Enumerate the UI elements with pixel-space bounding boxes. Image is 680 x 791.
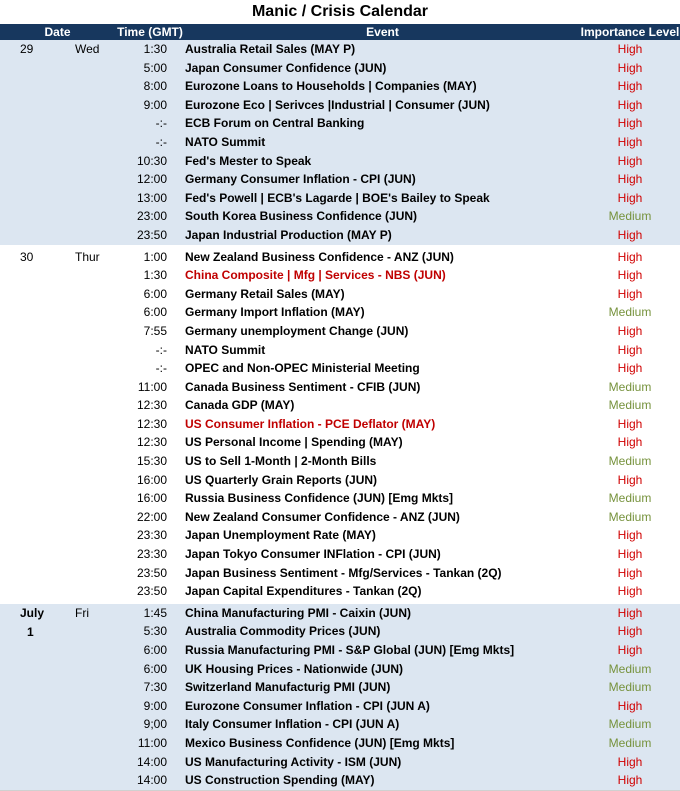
day-block	[0, 40, 680, 248]
event-time: 23:50	[136, 565, 167, 580]
table-row	[0, 189, 680, 208]
calendar-body	[0, 40, 680, 791]
table-row	[0, 415, 680, 434]
table-row	[0, 207, 680, 226]
importance-level: Medium	[608, 209, 652, 224]
event-time: 22:00	[136, 509, 167, 524]
table-row	[0, 96, 680, 115]
event-name: Japan Tokyo Consumer INFlation - CPI (JUN)	[185, 547, 441, 562]
importance-level: High	[617, 323, 643, 338]
event-name: Fed's Powell | ECB's Lagarde | BOE's Bailey to Speak	[185, 190, 490, 205]
importance-level: High	[617, 416, 643, 431]
event-time: 9:00	[143, 698, 167, 713]
event-name: US Quarterly Grain Reports (JUN)	[185, 472, 378, 487]
importance-level: High	[617, 435, 643, 450]
event-time: 9:00	[143, 97, 167, 112]
importance-level: Medium	[608, 661, 652, 676]
table-row	[0, 753, 680, 772]
event-name: NATO Summit	[185, 342, 266, 357]
importance-level: High	[617, 153, 643, 168]
calendar-title: Manic / Crisis Calendar	[251, 3, 429, 20]
event-name: Japan Capital Expenditures - Tankan (2Q)	[185, 584, 422, 599]
event-time: 13:00	[136, 190, 167, 205]
event-name: Japan Industrial Production (MAY P)	[185, 227, 392, 242]
table-row	[0, 303, 680, 322]
importance-level: High	[617, 116, 643, 131]
event-time: 8:00	[143, 79, 167, 94]
event-time: 12:30	[136, 416, 167, 431]
date-column-header: Date	[44, 25, 71, 39]
event-name: US Consumer Inflation - PCE Deflator (MAY)	[185, 416, 436, 431]
event-name: South Korea Business Confidence (JUN)	[185, 209, 418, 224]
table-row	[0, 322, 680, 341]
event-name: Italy Consumer Inflation - CPI (JUN A)	[185, 717, 400, 732]
importance-level: Medium	[608, 735, 652, 750]
time-column-header: Time (GMT)	[117, 25, 183, 39]
day-date-line2: 1	[27, 624, 34, 639]
importance-level: Medium	[608, 717, 652, 732]
event-name: Canada GDP (MAY)	[185, 398, 295, 413]
event-time: 5:30	[143, 624, 167, 639]
importance-level: High	[617, 605, 643, 620]
importance-level: High	[617, 134, 643, 149]
table-row	[0, 152, 680, 171]
table-row	[0, 133, 680, 152]
importance-level: Medium	[608, 680, 652, 695]
event-column-header: Event	[366, 25, 399, 39]
table-row	[0, 226, 680, 245]
event-name: US to Sell 1-Month | 2-Month Bills	[185, 454, 377, 469]
table-row	[0, 114, 680, 133]
day-date: 30	[20, 249, 34, 264]
event-name: US Manufacturing Activity - ISM (JUN)	[185, 754, 402, 769]
importance-level: High	[617, 268, 643, 283]
event-name: China Composite | Mfg | Services - NBS (JUN)	[185, 268, 446, 283]
event-name: Switzerland Manufacturig PMI (JUN)	[185, 680, 391, 695]
day-weekday: Wed	[75, 42, 100, 56]
importance-level: High	[617, 624, 643, 639]
event-name: Japan Consumer Confidence (JUN)	[185, 60, 387, 75]
importance-level: High	[617, 227, 643, 242]
importance-level: High	[617, 547, 643, 562]
event-time: 11:00	[137, 379, 167, 394]
table-row	[0, 508, 680, 527]
event-name: Germany unemployment Change (JUN)	[185, 323, 409, 338]
day-block	[0, 604, 680, 791]
event-name: Russia Business Confidence (JUN) [Emg Mkts]	[185, 491, 454, 506]
event-name: New Zealand Business Confidence - ANZ (JUN)	[185, 249, 454, 264]
day-label	[0, 248, 115, 288]
event-time: 6:00	[143, 305, 167, 320]
table-row	[0, 678, 680, 697]
table-row	[0, 489, 680, 508]
importance-level: High	[617, 472, 643, 487]
table-row	[0, 341, 680, 360]
importance-level: High	[617, 79, 643, 94]
event-time: -:-	[155, 116, 167, 131]
event-time: 12:00	[136, 172, 167, 187]
event-time: 1:30	[143, 268, 167, 283]
importance-level: High	[617, 42, 643, 56]
event-name: China Manufacturing PMI - Caixin (JUN)	[185, 605, 412, 620]
importance-level: High	[617, 190, 643, 205]
importance-level: High	[617, 172, 643, 187]
importance-level: Medium	[608, 379, 652, 394]
event-name: Eurozone Eco | Serivces |Industrial | Consumer (JUN)	[185, 97, 490, 112]
event-time: 16:00	[136, 472, 167, 487]
importance-level: High	[617, 565, 643, 580]
event-name: Japan Business Sentiment - Mfg/Services - Tankan (2Q)	[185, 565, 502, 580]
table-row	[0, 697, 680, 716]
event-time: 1:45	[143, 605, 167, 620]
event-time: -:-	[155, 342, 167, 357]
event-name: Mexico Business Confidence (JUN) [Emg Mkts]	[185, 735, 455, 750]
importance-level: High	[617, 643, 643, 657]
event-time: 12:30	[136, 398, 167, 413]
table-row	[0, 564, 680, 583]
event-name: Germany Consumer Inflation - CPI (JUN)	[185, 172, 416, 187]
importance-level: Medium	[608, 491, 652, 506]
importance-level: High	[617, 528, 643, 543]
event-time: 1:30	[143, 42, 167, 56]
event-name: Australia Retail Sales (MAY P)	[185, 42, 356, 56]
importance-level: High	[617, 584, 643, 599]
event-time: 7:55	[143, 323, 167, 338]
importance-level: Medium	[608, 305, 652, 320]
importance-level: Medium	[608, 398, 652, 413]
event-time: 6:00	[143, 286, 167, 301]
day-date: July	[20, 605, 45, 620]
event-time: 11:00	[137, 735, 167, 750]
event-name: Germany Retail Sales (MAY)	[185, 286, 345, 301]
table-row	[0, 378, 680, 397]
table-row	[0, 715, 680, 734]
importance-level: Medium	[608, 509, 652, 524]
day-label	[0, 604, 115, 644]
table-row	[0, 771, 680, 790]
importance-level: High	[617, 773, 643, 788]
day-weekday: Thur	[75, 249, 100, 264]
event-time: -:-	[155, 361, 167, 376]
table-row	[0, 452, 680, 471]
importance-level: High	[617, 286, 643, 301]
importance-level: High	[617, 698, 643, 713]
event-time: 5:00	[143, 60, 167, 75]
table-row	[0, 660, 680, 679]
event-time: 7:30	[143, 680, 167, 695]
event-name: Japan Unemployment Rate (MAY)	[185, 528, 376, 543]
event-time: 16:00	[136, 491, 167, 506]
event-name: New Zealand Consumer Confidence - ANZ (JUN)	[185, 509, 460, 524]
event-name: Eurozone Consumer Inflation - CPI (JUN A)	[185, 698, 430, 713]
table-row	[0, 471, 680, 490]
event-time: 23:50	[136, 584, 167, 599]
table-row	[0, 582, 680, 601]
event-time: 9;00	[143, 717, 167, 732]
event-name: ECB Forum on Central Banking	[185, 116, 365, 131]
event-time: 23:30	[136, 528, 167, 543]
event-name: Canada Business Sentiment - CFIB (JUN)	[185, 379, 421, 394]
table-row	[0, 526, 680, 545]
day-label	[0, 40, 115, 80]
event-name: Australia Commodity Prices (JUN)	[185, 624, 381, 639]
day-block	[0, 248, 680, 604]
importance-level: High	[617, 249, 643, 264]
event-time: 14:00	[136, 754, 167, 769]
event-name: OPEC and Non-OPEC Ministerial Meeting	[185, 361, 420, 376]
importance-level: High	[617, 342, 643, 357]
importance-level: High	[617, 361, 643, 376]
event-name: Fed's Mester to Speak	[185, 153, 312, 168]
importance-level: High	[617, 754, 643, 769]
table-row	[0, 734, 680, 753]
importance-column-header: Importance Level	[580, 25, 680, 39]
importance-level: High	[617, 97, 643, 112]
event-time: 1:00	[143, 249, 167, 264]
event-time: 15:30	[136, 454, 167, 469]
event-time: 6:00	[143, 643, 167, 657]
event-name: US Construction Spending (MAY)	[185, 773, 375, 788]
event-name: Eurozone Loans to Households | Companies (MAY)	[185, 79, 477, 94]
table-row	[0, 396, 680, 415]
importance-level: High	[617, 60, 643, 75]
day-date: 29	[20, 42, 34, 56]
event-time: 10:30	[136, 153, 167, 168]
importance-level: Medium	[608, 454, 652, 469]
event-time: 23:50	[136, 227, 167, 242]
event-name: UK Housing Prices - Nationwide (JUN)	[185, 661, 404, 676]
table-row	[0, 170, 680, 189]
event-time: 6:00	[143, 661, 167, 676]
table-row	[0, 433, 680, 452]
event-name: Germany Import Inflation (MAY)	[185, 305, 365, 320]
event-name: Russia Manufacturing PMI - S&P Global (JUN) [Emg Mkts]	[185, 643, 515, 657]
event-time: 23:30	[136, 547, 167, 562]
event-name: NATO Summit	[185, 134, 266, 149]
day-weekday: Fri	[75, 605, 89, 620]
table-header	[0, 24, 680, 40]
event-time: 23:00	[136, 209, 167, 224]
event-name: US Personal Income | Spending (MAY)	[185, 435, 403, 450]
event-time: 12:30	[136, 435, 167, 450]
table-row	[0, 359, 680, 378]
table-row	[0, 545, 680, 564]
event-time: -:-	[155, 134, 167, 149]
event-time: 14:00	[136, 773, 167, 788]
